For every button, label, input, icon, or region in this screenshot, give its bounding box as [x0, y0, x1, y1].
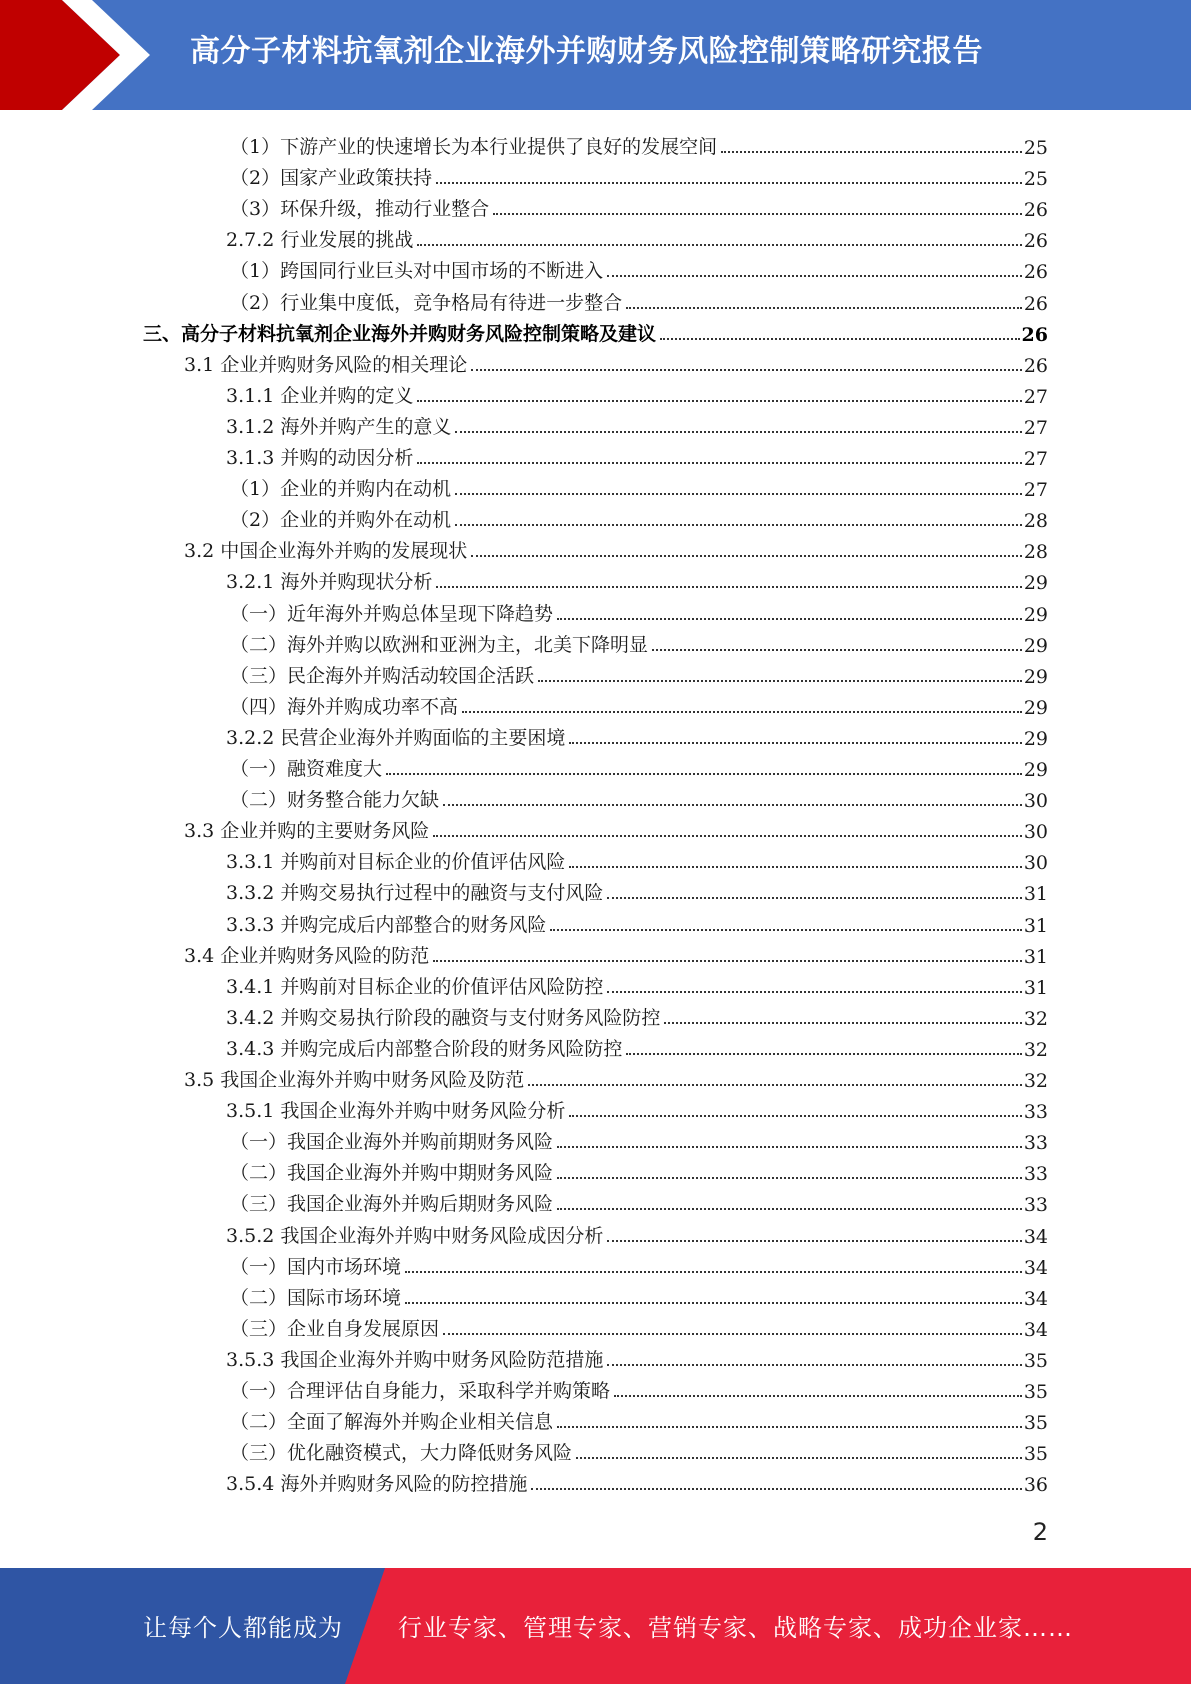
toc-entry[interactable] — [230, 1248, 1048, 1279]
toc-entry-label: 3.5.1 我国企业海外并购中财务风险分析 — [226, 1100, 566, 1123]
toc-entry[interactable] — [230, 1154, 1048, 1185]
toc-dot-leader — [528, 1084, 1022, 1086]
toc-entry[interactable] — [230, 626, 1048, 657]
toc-entry-label: （三）我国企业海外并购后期财务风险 — [230, 1193, 554, 1216]
toc-dot-leader — [614, 1395, 1022, 1397]
toc-dot-leader — [607, 1364, 1021, 1366]
toc-dot-leader — [721, 151, 1022, 153]
footer-slogan-left: 让每个人都能成为 — [143, 1614, 343, 1642]
toc-entry[interactable] — [143, 315, 1048, 346]
toc-entry-label: 3.4.3 并购完成后内部整合阶段的财务风险防控 — [226, 1037, 623, 1060]
toc-entry-page: 26 — [1023, 199, 1048, 222]
toc-dot-leader — [660, 338, 1020, 340]
toc-entry-label: （一）合理评估自身能力，采取科学并购策略 — [230, 1380, 611, 1402]
toc-entry-label: 2.7.2 行业发展的挑战 — [226, 229, 414, 252]
toc-entry-page: 29 — [1023, 603, 1048, 626]
toc-dot-leader — [550, 929, 1021, 931]
toc-entry-page: 35 — [1023, 1349, 1048, 1372]
toc-entry[interactable] — [226, 1030, 1048, 1061]
toc-dot-leader — [417, 400, 1021, 402]
toc-entry-page: 30 — [1023, 821, 1048, 844]
toc-entry-page: 27 — [1023, 416, 1048, 439]
toc-entry-label: （三）民企海外并购活动较国企活跃 — [230, 664, 535, 687]
toc-entry-label: （四）海外并购成功率不高 — [230, 695, 459, 718]
toc-entry[interactable] — [226, 999, 1048, 1030]
toc-entry-page: 26 — [1023, 292, 1048, 315]
toc-entry-label: （三）优化融资模式，大力降低财务风险 — [230, 1442, 573, 1465]
toc-entry-label: 3.1 企业并购财务风险的相关理论 — [184, 353, 468, 376]
toc-entry[interactable] — [226, 408, 1048, 439]
toc-entry[interactable] — [226, 906, 1048, 937]
toc-entry[interactable] — [226, 843, 1048, 874]
toc-entry-page: 32 — [1023, 1070, 1048, 1092]
footer-slogan-right: 行业专家、管理专家、营销专家、战略专家、成功企业家…… — [398, 1614, 1073, 1642]
toc-entry-label: （一）近年海外并购总体呈现下降趋势 — [230, 602, 554, 625]
toc-entry-page: 31 — [1023, 976, 1048, 999]
toc-entry[interactable] — [226, 874, 1048, 905]
toc-dot-leader — [652, 649, 1022, 651]
toc-entry[interactable] — [184, 1061, 1048, 1092]
toc-entry-label: 3.2 中国企业海外并购的发展现状 — [184, 540, 468, 563]
toc-entry[interactable] — [230, 781, 1048, 812]
toc-entry-label: 3.3.3 并购完成后内部整合的财务风险 — [226, 913, 547, 936]
toc-entry-label: （一）我国企业海外并购前期财务风险 — [230, 1131, 554, 1154]
toc-entry-label: 3.3 企业并购的主要财务风险 — [184, 820, 430, 843]
toc-entry-page: 29 — [1023, 696, 1048, 719]
toc-dot-leader — [433, 835, 1022, 837]
toc-entry-page: 32 — [1023, 1007, 1048, 1030]
toc-entry[interactable] — [226, 1092, 1048, 1123]
toc-entry[interactable] — [226, 563, 1048, 594]
toc-entry-label: 3.1.3 并购的动因分析 — [226, 447, 414, 469]
toc-entry-page: 25 — [1023, 168, 1048, 191]
toc-dot-leader — [436, 586, 1021, 588]
toc-entry-label: 3.3.2 并购交易执行过程中的融资与支付风险 — [226, 882, 604, 905]
toc-entry[interactable] — [230, 252, 1048, 283]
toc-entry[interactable] — [230, 688, 1048, 719]
toc-entry[interactable] — [230, 284, 1048, 315]
toc-entry-page: 29 — [1023, 572, 1048, 595]
toc-entry-page: 27 — [1023, 448, 1048, 470]
toc-dot-leader — [557, 1146, 1022, 1148]
toc-entry[interactable] — [184, 346, 1048, 377]
toc-entry[interactable] — [230, 1372, 1048, 1403]
toc-entry-page: 29 — [1023, 665, 1048, 688]
toc-dot-leader — [664, 1022, 1021, 1024]
toc-entry-page: 33 — [1023, 1101, 1048, 1124]
toc-entry-label: （二）全面了解海外并购企业相关信息 — [230, 1411, 554, 1434]
toc-entry[interactable] — [230, 1434, 1048, 1465]
toc-entry-label: 3.5.3 我国企业海外并购中财务风险防范措施 — [226, 1348, 604, 1371]
toc-entry-label: 3.2.2 民营企业海外并购面临的主要困境 — [226, 726, 566, 749]
toc-entry-label: （1）企业的并购内在动机 — [230, 478, 452, 501]
toc-entry-label: 3.4.2 并购交易执行阶段的融资与支付财务风险防控 — [226, 1006, 661, 1029]
toc-dot-leader — [557, 1426, 1022, 1428]
toc-entry-page: 31 — [1023, 914, 1048, 937]
toc-entry-label: 3.5.2 我国企业海外并购中财务风险成因分析 — [226, 1224, 604, 1247]
toc-entry[interactable] — [226, 221, 1048, 252]
toc-entry-page: 32 — [1023, 1038, 1048, 1061]
toc-entry-page: 36 — [1023, 1474, 1048, 1497]
toc-entry-label: （3）环保升级，推动行业整合 — [230, 198, 490, 221]
toc-dot-leader — [405, 1271, 1022, 1273]
toc-dot-leader — [607, 991, 1021, 993]
toc-entry[interactable] — [230, 1279, 1048, 1310]
toc-dot-leader — [569, 866, 1021, 868]
toc-entry-label: （三）企业自身发展原因 — [230, 1317, 440, 1340]
toc-dot-leader — [569, 742, 1021, 744]
toc-entry[interactable] — [230, 595, 1048, 626]
toc-entry-page: 35 — [1023, 1412, 1048, 1435]
toc-dot-leader — [607, 897, 1021, 899]
toc-entry-label: （二）我国企业海外并购中期财务风险 — [230, 1162, 554, 1185]
toc-entry-page: 27 — [1023, 385, 1048, 408]
toc-dot-leader — [607, 275, 1022, 277]
toc-dot-leader — [607, 1240, 1021, 1242]
toc-entry-page: 35 — [1023, 1443, 1048, 1466]
toc-entry[interactable] — [230, 501, 1048, 532]
toc-entry-page: 25 — [1023, 137, 1048, 159]
toc-entry[interactable] — [230, 1123, 1048, 1154]
toc-entry-label: 三、高分子材料抗氧剂企业海外并购财务风险控制策略及建议 — [143, 322, 657, 345]
toc-entry[interactable] — [184, 532, 1048, 563]
toc-entry-page: 33 — [1023, 1132, 1048, 1155]
toc-dot-leader — [443, 804, 1022, 806]
toc-dot-leader — [557, 1177, 1022, 1179]
toc-entry-label: 3.1.1 企业并购的定义 — [226, 384, 414, 407]
toc-entry-label: （二）国际市场环境 — [230, 1286, 402, 1309]
toc-dot-leader — [557, 618, 1022, 620]
toc-entry[interactable] — [230, 1185, 1048, 1216]
toc-entry-page: 26 — [1021, 323, 1048, 346]
toc-entry-label: （二）海外并购以欧洲和亚洲为主，北美下降明显 — [230, 633, 649, 656]
toc-entry-label: （1）下游产业的快速增长为本行业提供了良好的发展空间 — [230, 136, 718, 158]
toc-dot-leader — [386, 773, 1022, 775]
page-footer — [0, 1568, 1191, 1684]
toc-entry[interactable] — [184, 812, 1048, 843]
toc-entry-page: 29 — [1023, 727, 1048, 750]
toc-entry-label: 3.5 我国企业海外并购中财务风险及防范 — [184, 1069, 525, 1091]
toc-entry[interactable] — [230, 159, 1048, 190]
toc-entry-label: （2）行业集中度低，竞争格局有待进一步整合 — [230, 291, 623, 314]
toc-entry-label: （二）财务整合能力欠缺 — [230, 789, 440, 812]
toc-dot-leader — [557, 1208, 1022, 1210]
toc-dot-leader — [417, 244, 1021, 246]
toc-entry-label: （2）企业的并购外在动机 — [230, 509, 452, 532]
toc-dot-leader — [455, 524, 1022, 526]
toc-entry-page: 27 — [1023, 479, 1048, 502]
toc-entry-label: （1）跨国同行业巨头对中国市场的不断进入 — [230, 260, 604, 283]
toc-dot-leader — [626, 307, 1022, 309]
toc-entry-page: 31 — [1023, 945, 1048, 968]
toc-entry[interactable] — [230, 750, 1048, 781]
toc-dot-leader — [405, 1302, 1022, 1304]
toc-entry[interactable] — [226, 719, 1048, 750]
toc-entry-label: 3.4.1 并购前对目标企业的价值评估风险防控 — [226, 975, 604, 998]
document-title: 高分子材料抗氧剂企业海外并购财务风险控制策略研究报告 — [190, 34, 983, 69]
toc-entry[interactable] — [226, 1341, 1048, 1372]
toc-entry-label: 3.1.2 海外并购产生的意义 — [226, 415, 452, 438]
toc-dot-leader — [436, 182, 1022, 184]
toc-entry-page: 29 — [1023, 634, 1048, 657]
toc-dot-leader — [443, 1333, 1022, 1335]
toc-entry[interactable] — [230, 470, 1048, 501]
toc-entry-label: （一）融资难度大 — [230, 758, 383, 780]
toc-dot-leader — [455, 431, 1021, 433]
toc-entry-label: 3.3.1 并购前对目标企业的价值评估风险 — [226, 851, 566, 874]
toc-entry[interactable] — [230, 1403, 1048, 1434]
toc-entry-page: 28 — [1023, 541, 1048, 564]
toc-entry[interactable] — [226, 439, 1048, 470]
toc-entry[interactable] — [230, 657, 1048, 688]
toc-dot-leader — [471, 369, 1022, 371]
toc-entry-label: 3.2.1 海外并购现状分析 — [226, 571, 433, 594]
toc-entry-label: （一）国内市场环境 — [230, 1255, 402, 1278]
toc-entry-page: 30 — [1023, 790, 1048, 813]
toc-entry-label: 3.5.4 海外并购财务风险的防控措施 — [226, 1473, 528, 1496]
toc-dot-leader — [417, 462, 1021, 464]
toc-entry[interactable] — [230, 128, 1048, 159]
toc-entry-label: 3.4 企业并购财务风险的防范 — [184, 944, 430, 967]
toc-entry[interactable] — [184, 937, 1048, 968]
toc-dot-leader — [626, 1053, 1021, 1055]
toc-entry[interactable] — [226, 1465, 1048, 1496]
page-header — [0, 0, 1191, 110]
toc-entry[interactable] — [226, 377, 1048, 408]
toc-entry-page: 34 — [1023, 1318, 1048, 1341]
toc-dot-leader — [538, 680, 1022, 682]
toc-entry-page: 34 — [1023, 1287, 1048, 1310]
toc-entry[interactable] — [226, 1217, 1048, 1248]
toc-dot-leader — [531, 1488, 1021, 1490]
toc-entry[interactable] — [230, 1310, 1048, 1341]
toc-dot-leader — [455, 493, 1022, 495]
toc-entry-label: （2）国家产业政策扶持 — [230, 167, 433, 190]
toc-entry-page: 29 — [1023, 759, 1048, 781]
toc-dot-leader — [569, 1115, 1021, 1117]
toc-entry-page: 34 — [1023, 1256, 1048, 1279]
toc-dot-leader — [493, 213, 1022, 215]
toc-entry-page: 35 — [1023, 1381, 1048, 1403]
toc-entry-page: 30 — [1023, 852, 1048, 875]
toc-dot-leader — [576, 1457, 1022, 1459]
toc-entry-page: 34 — [1023, 1225, 1048, 1248]
toc-entry-page: 26 — [1023, 261, 1048, 284]
toc-dot-leader — [462, 711, 1022, 713]
toc-entry[interactable] — [230, 190, 1048, 221]
toc-entry-page: 31 — [1023, 883, 1048, 906]
toc-dot-leader — [433, 960, 1022, 962]
toc-entry[interactable] — [226, 968, 1048, 999]
toc-entry-page: 28 — [1023, 510, 1048, 533]
toc-entry-page: 26 — [1023, 354, 1048, 377]
page-number: 2 — [1032, 1518, 1048, 1546]
toc-entry-page: 33 — [1023, 1163, 1048, 1186]
toc-entry-page: 26 — [1023, 230, 1048, 253]
toc-dot-leader — [471, 555, 1022, 557]
toc-entry-page: 33 — [1023, 1194, 1048, 1217]
